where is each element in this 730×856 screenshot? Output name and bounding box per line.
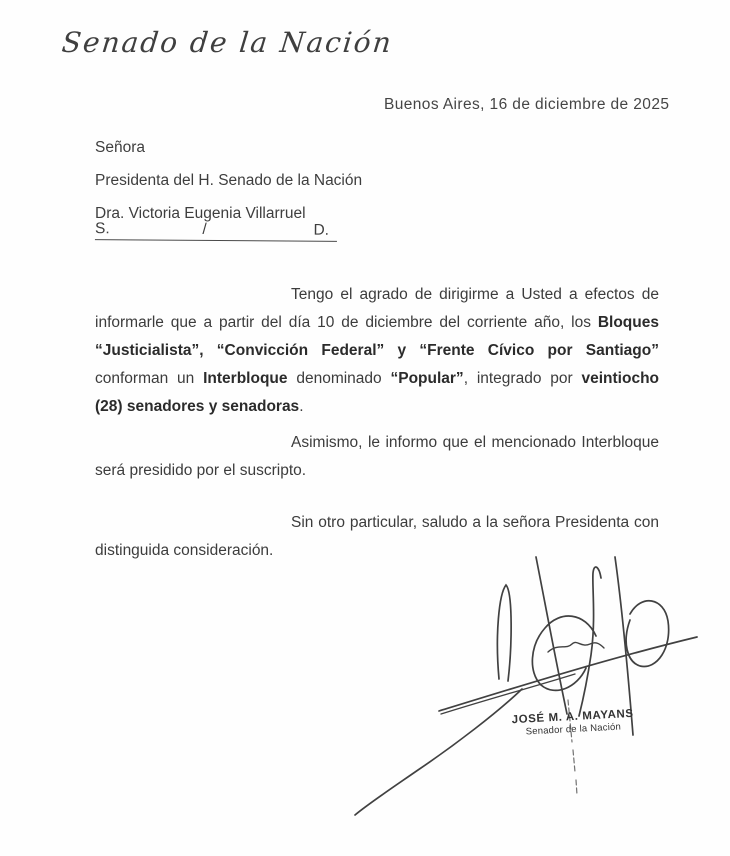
sd-d-label: D. — [313, 221, 330, 239]
recipient-line-name: Dra. Victoria Eugenia Villarruel — [95, 205, 306, 222]
letterhead-title: Senado de la Nación — [60, 26, 395, 59]
body-paragraph: Asimismo, le informo que el mencionado Interbloque será presidido por el suscripto. — [95, 434, 659, 479]
recipient-block — [95, 131, 362, 230]
recipient-salutation: Señora — [95, 139, 145, 156]
recipient-line-role: Presidenta del H. Senado de la Nación — [95, 172, 363, 189]
s-slash-d-line — [95, 220, 337, 242]
body-paragraph: Tengo el agrado de dirigirme a Usted a efectos de informarle que a partir del día 10 de diciembre del corriente año, los Bloques “Justicialista”, “Convicción Federal” y “Frente Cívico por Santiago” conforman un Interbloque denominado “Popular”, integrado por veintiocho (28) senadores y senadoras. — [95, 286, 660, 415]
body-paragraph: Sin otro particular, saludo a la señora Presidenta con distinguida consideración. — [95, 514, 659, 559]
sd-slash: / — [202, 220, 207, 238]
signature-scribble — [340, 548, 710, 828]
sd-s-label: S. — [94, 220, 110, 238]
date-line: Buenos Aires, 16 de diciembre de 2025 — [384, 96, 670, 113]
signer-name: JOSÉ M. A. MAYANS — [511, 707, 634, 727]
signer-title: Senador de la Nación — [525, 721, 622, 738]
letter-body — [95, 281, 659, 573]
